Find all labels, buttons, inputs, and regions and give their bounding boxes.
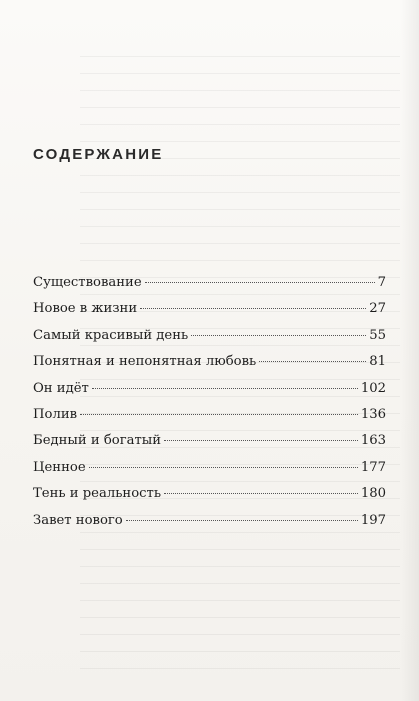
toc-entry-page: 55 — [369, 327, 386, 343]
table-of-contents — [33, 275, 386, 539]
toc-entry-title: Существование — [33, 275, 142, 290]
toc-entry — [33, 513, 386, 539]
toc-entry-page: 102 — [360, 380, 386, 396]
page-title: СОДЕРЖАНИЕ — [33, 146, 164, 163]
dot-leader — [80, 414, 358, 415]
dot-leader — [89, 467, 358, 468]
toc-entry-page: 180 — [360, 486, 386, 502]
toc-entry-title: Новое в жизни — [33, 301, 138, 317]
toc-entry — [33, 407, 386, 433]
page-spine-shadow — [401, 0, 419, 701]
toc-entry-title: Он идёт — [33, 380, 89, 396]
toc-entry-page: 7 — [377, 275, 386, 290]
dot-leader — [145, 282, 375, 283]
toc-entry-page: 81 — [369, 354, 386, 370]
toc-entry — [33, 275, 386, 301]
toc-entry-title: Бедный и богатый — [33, 433, 162, 449]
dot-leader — [191, 335, 366, 336]
toc-entry — [33, 354, 386, 380]
toc-entry — [33, 486, 386, 512]
toc-entry-title: Тень и реальность — [33, 486, 161, 502]
toc-entry-page: 177 — [360, 459, 386, 475]
toc-entry-page: 197 — [360, 512, 386, 528]
dot-leader — [140, 308, 366, 309]
toc-entry-title: Ценное — [33, 459, 86, 475]
toc-entry-title: Понятная и непонятная любовь — [33, 354, 257, 370]
dot-leader — [92, 388, 358, 389]
toc-entry-page: 27 — [369, 301, 386, 317]
toc-entry — [33, 433, 386, 459]
toc-entry-title: Полив — [33, 406, 78, 422]
dot-leader — [259, 361, 366, 362]
dot-leader — [164, 440, 358, 441]
toc-entry-page: 136 — [360, 406, 386, 422]
toc-entry — [33, 328, 386, 354]
toc-entry — [33, 460, 386, 486]
toc-entry — [33, 301, 386, 327]
toc-entry — [33, 381, 386, 407]
dot-leader — [126, 520, 358, 521]
toc-entry-page: 163 — [360, 433, 386, 449]
toc-entry-title: Самый красивый день — [33, 327, 189, 343]
toc-entry-title: Завет нового — [33, 512, 123, 528]
dot-leader — [164, 493, 358, 494]
